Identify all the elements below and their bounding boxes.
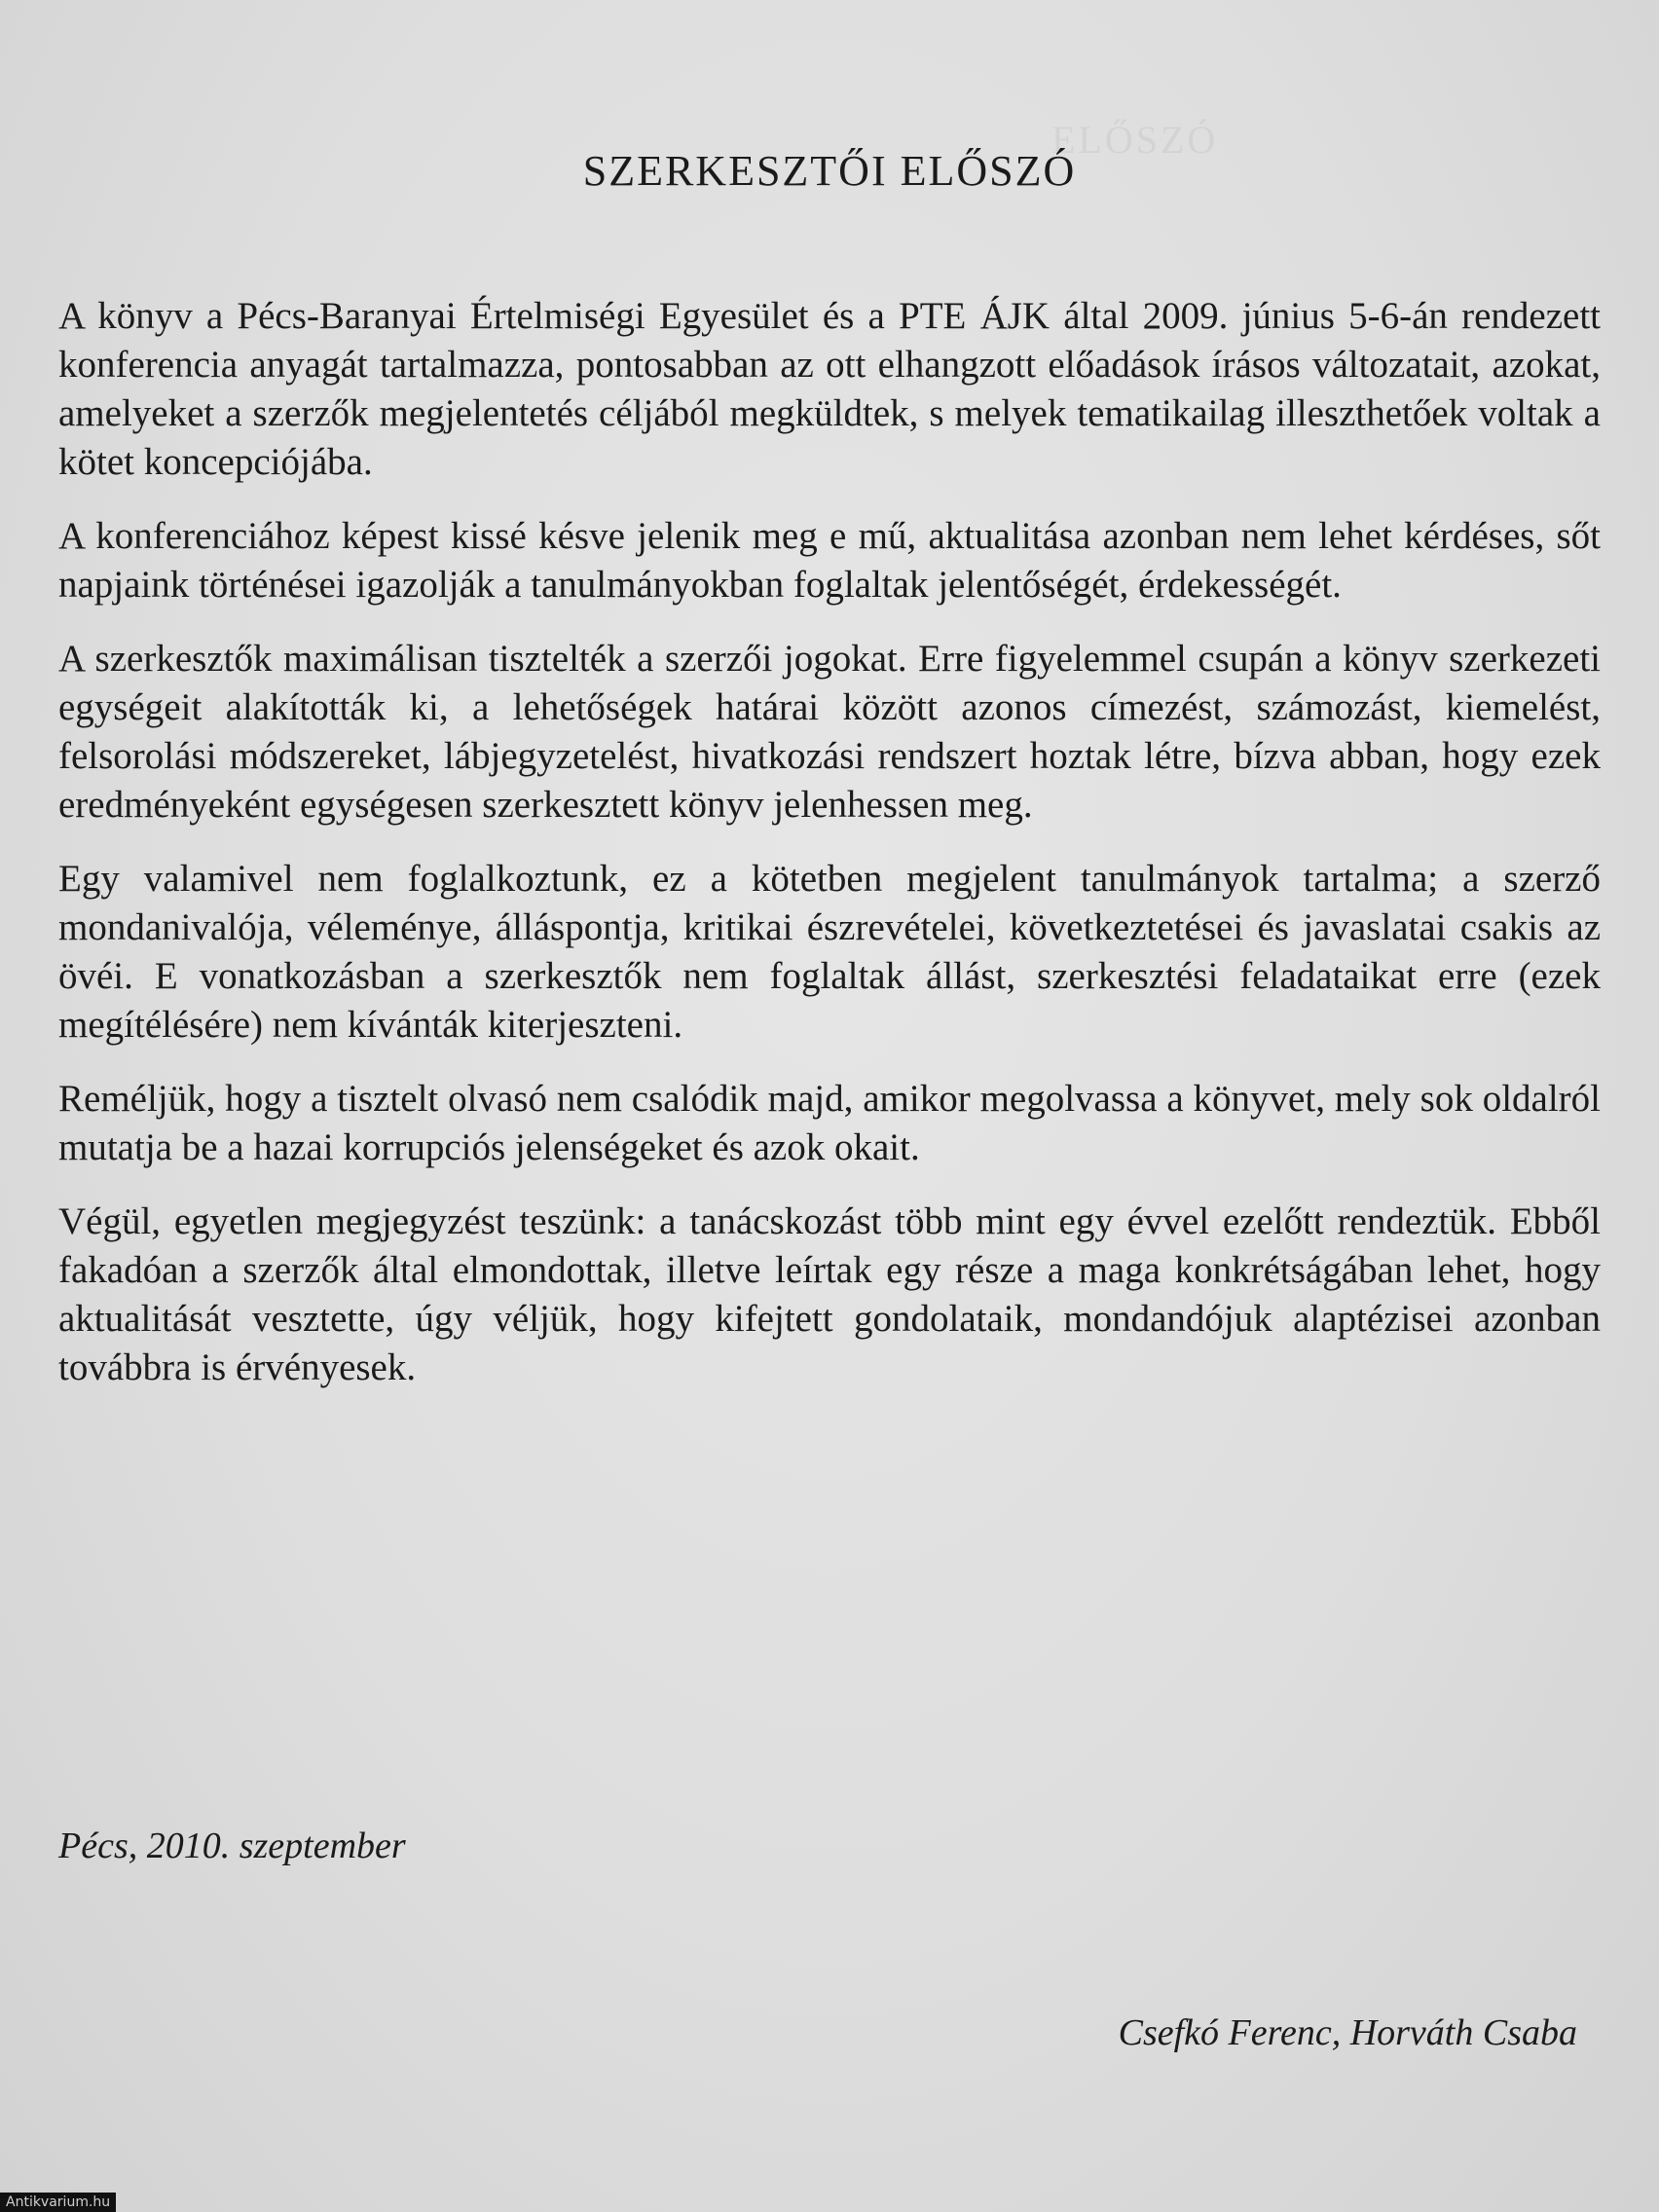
- paragraph-3: A szerkesztők maximálisan tisztelték a szerzői jogokat. Erre figyelemmel csupán a könyv szerkezeti egységeit alakították ki, a lehetőségek határai között azonos címezést, számozást, kiemelést, felsorolási módszereket, lábjegyzetelést, hivatkozási rendszert hoztak létre, bízva abban, hogy ezek eredményeként egységesen szerkesztett könyv jelenhessen meg.: [58, 638, 1601, 826]
- paragraph-1: A könyv a Pécs-Baranyai Értelmiségi Egyesület és a PTE ÁJK által 2009. június 5-6-án rendezett konferencia anyagát tartalmazza, pontosabban az ott elhangzott előadások írásos változatait, azokat, amelyeket a szerzők megjelentetés céljából megküldtek, s melyek tematikailag illeszthetőek voltak a kötet koncepciójába.: [58, 295, 1601, 483]
- signature: Csefkó Ferenc, Horváth Csaba: [1118, 2012, 1577, 2053]
- paragraph-2: A konferenciához képest kissé késve jelenik meg e mű, aktualitása azonban nem lehet kérdéses, sőt napjaink történései igazolják a tanulmányokban foglaltak jelentőségét, érdekességét.: [58, 515, 1601, 606]
- page-title: SZERKESZTŐI ELŐSZÓ: [582, 147, 1077, 195]
- show-through-ghost: ELŐSZÓ: [1051, 118, 1219, 162]
- watermark: Antikvarium.hu: [0, 2193, 116, 2212]
- place-date: Pécs, 2010. szeptember: [58, 1825, 406, 1866]
- paragraph-5: Reméljük, hogy a tisztelt olvasó nem csalódik majd, amikor megolvassa a könyvet, mely sok oldalról mutatja be a hazai korrupciós jelenségeket és azok okait.: [58, 1078, 1601, 1168]
- paragraph-6: Végül, egyetlen megjegyzést teszünk: a tanácskozást több mint egy évvel ezelőtt rendeztük. Ebből fakadóan a szerzők által elmondottak, illetve leírtak egy része a maga konkrétságában lehet, hogy aktualitását vesztette, úgy véljük, hogy kifejtett gondolataik, mondandójuk alaptézisei azonban továbbra is érvényesek.: [58, 1200, 1601, 1388]
- paragraph-4: Egy valamivel nem foglalkoztunk, ez a kötetben megjelent tanulmányok tartalma; a szerző mondanivalója, véleménye, álláspontja, kritikai észrevételei, következtetései és javaslatai csakis az övéi. E vonatkozásban a szerkesztők nem foglaltak állást, szerkesztési feladataikat erre (ezek megítélésére) nem kívánták kiterjeszteni.: [58, 858, 1601, 1046]
- preface-body: [58, 292, 1601, 1418]
